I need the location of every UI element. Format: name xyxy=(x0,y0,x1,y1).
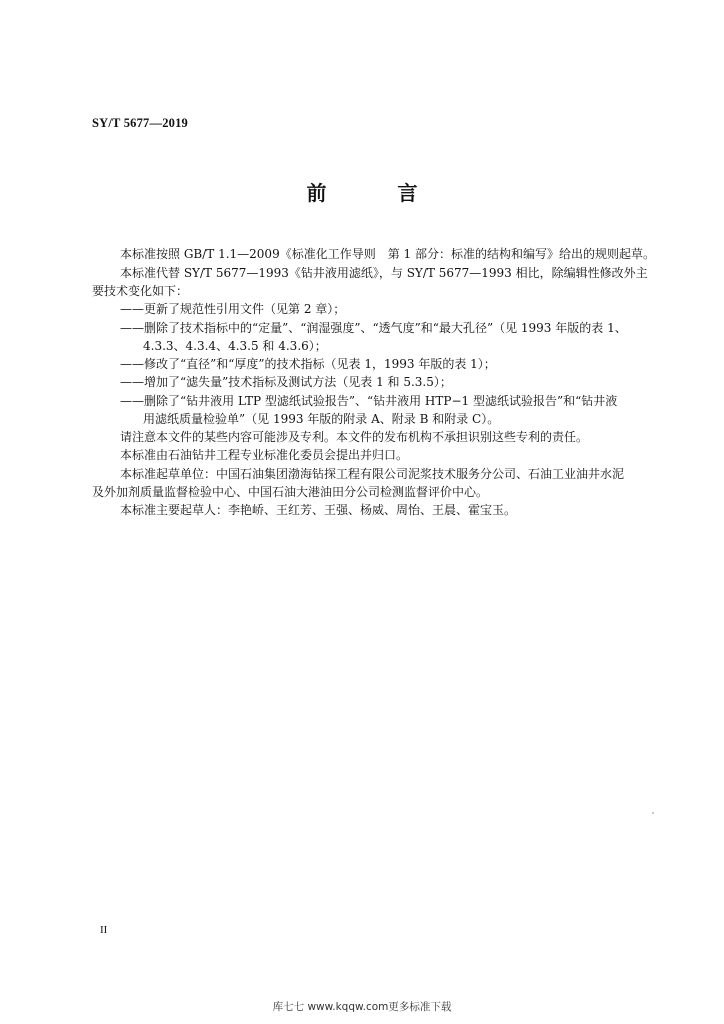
paragraph: 本标准按照 GB/T 1.1—2009《标准化工作导则 第 1 部分：标准的结构和编写》给出的规则起草。 xyxy=(120,247,655,261)
paragraph: 要技术变化如下： xyxy=(92,284,189,298)
list-item-continuation: 用滤纸质量检验单”（见 1993 年版的附录 A、附录 B 和附录 C）。 xyxy=(143,412,500,426)
page-title: 前 言 xyxy=(306,181,450,205)
list-item: ——删除了技术指标中的“定量”、“润湿强度”、“透气度”和“最大孔径”（见 1993 年版的表 1、 xyxy=(120,321,627,335)
footer-watermark: 库七七 www.kqqw.com更多标准下载 xyxy=(272,1001,452,1013)
list-item: ——删除了“钻井液用 LTP 型滤纸试验报告”、“钻井液用 HTP−1 型滤纸试验报告”和“钻井液 xyxy=(120,394,618,408)
standard-code: SY/T 5677—2019 xyxy=(92,116,188,130)
paragraph: 及外加剂质量监督检验中心、中国石油大港油田分公司检测监督评价中心。 xyxy=(92,485,489,499)
page-number: II xyxy=(100,924,108,936)
paragraph: 本标准主要起草人：李艳峤、王红芳、王强、杨威、周怡、王晨、霍宝玉。 xyxy=(120,503,517,517)
paragraph: 本标准代替 SY/T 5677—1993《钻井液用滤纸》，与 SY/T 5677—1993 相比，除编辑性修改外主 xyxy=(120,266,648,280)
paragraph: 本标准起草单位：中国石油集团渤海钻探工程有限公司泥浆技术服务分公司、石油工业油井水泥 xyxy=(120,467,625,481)
scan-speck xyxy=(652,812,654,814)
paragraph: 请注意本文件的某些内容可能涉及专利。本文件的发布机构不承担识别这些专利的责任。 xyxy=(120,430,589,444)
list-item: ——更新了规范性引用文件（见第 2 章）； xyxy=(120,302,346,316)
paragraph: 本标准由石油钻井工程专业标准化委员会提出并归口。 xyxy=(120,448,409,462)
list-item: ——增加了“滤失量”技术指标及测试方法（见表 1 和 5.3.5）； xyxy=(120,375,452,389)
list-item: ——修改了“直径”和“厚度”的技术指标（见表 1，1993 年版的表 1）； xyxy=(120,357,496,371)
list-item-continuation: 4.3.3、4.3.4、4.3.5 和 4.3.6）； xyxy=(143,339,327,353)
